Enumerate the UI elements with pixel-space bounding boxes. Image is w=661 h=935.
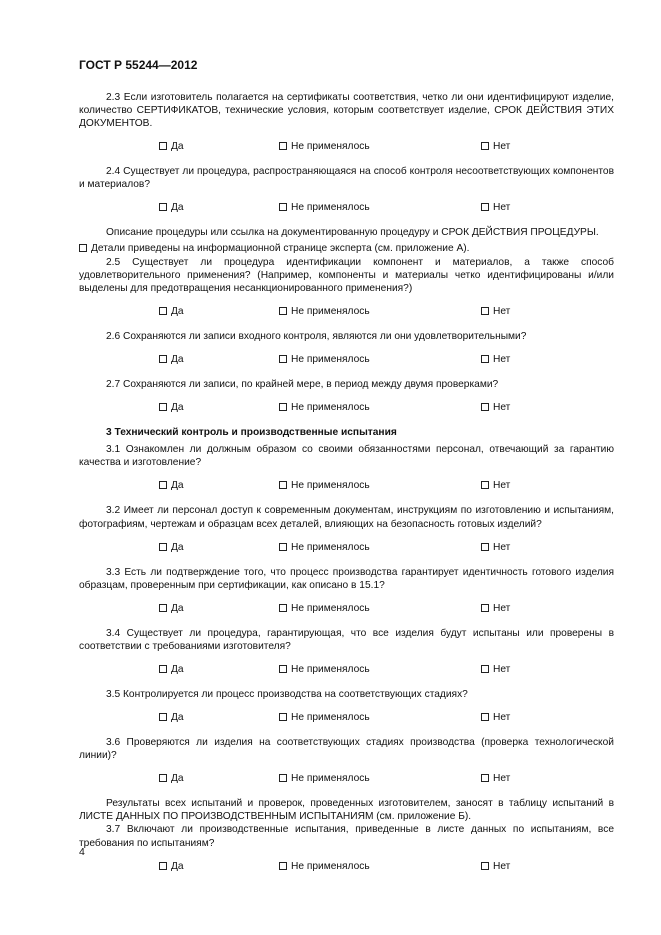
checkbox-icon[interactable] <box>481 307 489 315</box>
question-2-4: 2.4 Существует ли процедура, распространяющаяся на способ контроля несоответствующих компонентов и материалов? <box>79 166 614 191</box>
option-yes[interactable]: Да <box>159 860 184 873</box>
answer-row <box>79 401 614 414</box>
option-yes[interactable]: Да <box>159 772 184 785</box>
answer-row <box>79 201 614 214</box>
option-yes[interactable]: Да <box>159 401 184 414</box>
answer-row <box>79 541 614 554</box>
option-no[interactable]: Нет <box>481 401 510 414</box>
checkbox-icon[interactable] <box>159 355 167 363</box>
checkbox-icon[interactable] <box>481 543 489 551</box>
option-no[interactable]: Нет <box>481 663 510 676</box>
option-not-applicable[interactable]: Не применялось <box>279 479 370 492</box>
checkbox-icon[interactable] <box>159 604 167 612</box>
option-not-applicable[interactable]: Не применялось <box>279 541 370 554</box>
checkbox-icon[interactable] <box>79 244 87 252</box>
checkbox-icon[interactable] <box>481 604 489 612</box>
checkbox-icon[interactable] <box>481 774 489 782</box>
answer-row <box>79 602 614 615</box>
checkbox-icon[interactable] <box>159 774 167 782</box>
option-yes[interactable]: Да <box>159 140 184 153</box>
checkbox-icon[interactable] <box>159 142 167 150</box>
checkbox-icon[interactable] <box>159 665 167 673</box>
answer-row <box>79 353 614 366</box>
page-number: 4 <box>79 846 85 858</box>
checkbox-icon[interactable] <box>279 142 287 150</box>
checkbox-icon[interactable] <box>279 203 287 211</box>
option-no[interactable]: Нет <box>481 541 510 554</box>
option-yes[interactable]: Да <box>159 305 184 318</box>
checkbox-icon[interactable] <box>481 862 489 870</box>
option-yes[interactable]: Да <box>159 663 184 676</box>
checkbox-icon[interactable] <box>279 403 287 411</box>
option-no[interactable]: Нет <box>481 353 510 366</box>
option-no[interactable]: Нет <box>481 772 510 785</box>
checkbox-icon[interactable] <box>159 713 167 721</box>
checkbox-icon[interactable] <box>279 543 287 551</box>
document-content <box>79 91 614 885</box>
question-3-7: 3.7 Включают ли производственные испытания, приведенные в листе данных по испытаниям, все требования по испытаниям? <box>79 824 614 849</box>
option-no[interactable]: Нет <box>481 305 510 318</box>
option-yes[interactable]: Да <box>159 353 184 366</box>
answer-row <box>79 305 614 318</box>
answer-row <box>79 663 614 676</box>
procedure-description: Описание процедуры или ссылка на документированную процедуру и СРОК ДЕЙСТВИЯ ПРОЦЕДУРЫ. <box>106 227 599 239</box>
checkbox-icon[interactable] <box>279 774 287 782</box>
checkbox-icon[interactable] <box>159 203 167 211</box>
section-3-heading: 3 Технический контроль и производственные испытания <box>106 427 397 439</box>
checkbox-icon[interactable] <box>481 665 489 673</box>
option-no[interactable]: Нет <box>481 860 510 873</box>
checkbox-icon[interactable] <box>159 481 167 489</box>
option-no[interactable]: Нет <box>481 711 510 724</box>
details-note: Детали приведены на информационной странице эксперта (см. приложение А). <box>79 242 614 255</box>
option-not-applicable[interactable]: Не применялось <box>279 353 370 366</box>
checkbox-icon[interactable] <box>481 142 489 150</box>
answer-row <box>79 479 614 492</box>
question-2-6: 2.6 Сохраняются ли записи входного контроля, являются ли они удовлетворительными? <box>106 330 527 342</box>
checkbox-icon[interactable] <box>279 481 287 489</box>
option-no[interactable]: Нет <box>481 140 510 153</box>
answer-row <box>79 772 614 785</box>
option-not-applicable[interactable]: Не применялось <box>279 305 370 318</box>
answer-row <box>79 860 614 873</box>
question-3-5: 3.5 Контролируется ли процесс производства на соответствующих стадиях? <box>106 688 468 700</box>
option-yes[interactable]: Да <box>159 602 184 615</box>
checkbox-icon[interactable] <box>279 355 287 363</box>
checkbox-icon[interactable] <box>481 355 489 363</box>
question-3-4: 3.4 Существует ли процедура, гарантирующая, что все изделия будут испытаны или проверены в соответствии с требованиями изготовителя? <box>79 627 614 652</box>
checkbox-icon[interactable] <box>279 604 287 612</box>
checkbox-icon[interactable] <box>481 403 489 411</box>
checkbox-icon[interactable] <box>279 713 287 721</box>
checkbox-icon[interactable] <box>481 713 489 721</box>
checkbox-icon[interactable] <box>159 403 167 411</box>
option-not-applicable[interactable]: Не применялось <box>279 401 370 414</box>
option-not-applicable[interactable]: Не применялось <box>279 602 370 615</box>
results-note: Результаты всех испытаний и проверок, проведенных изготовителем, заносят в таблицу испытаний в ЛИСТЕ ДАННЫХ ПО ПРОИЗВОДСТВЕННЫМ ИСПЫТАНИЯМ (см. приложение Б). <box>79 798 614 823</box>
question-2-5: 2.5 Существует ли процедура идентификации компонент и материалов, а также способ удовлетворительного применения? (Например, компоненты и материалы четко идентифицированы и/или выделены для предотвращения несанкционированного применения?) <box>79 256 614 294</box>
option-no[interactable]: Нет <box>481 201 510 214</box>
option-not-applicable[interactable]: Не применялось <box>279 772 370 785</box>
option-no[interactable]: Нет <box>481 602 510 615</box>
option-not-applicable[interactable]: Не применялось <box>279 711 370 724</box>
checkbox-icon[interactable] <box>279 307 287 315</box>
checkbox-icon[interactable] <box>279 862 287 870</box>
document-header: ГОСТ Р 55244—2012 <box>79 58 198 72</box>
option-not-applicable[interactable]: Не применялось <box>279 860 370 873</box>
checkbox-icon[interactable] <box>481 203 489 211</box>
option-yes[interactable]: Да <box>159 711 184 724</box>
option-not-applicable[interactable]: Не применялось <box>279 201 370 214</box>
answer-row <box>79 711 614 724</box>
option-not-applicable[interactable]: Не применялось <box>279 663 370 676</box>
answer-row <box>79 140 614 153</box>
question-3-2: 3.2 Имеет ли персонал доступ к современным документам, инструкциям по изготовлению и испытаниям, фотографиям, чертежам и образцам всех деталей, влияющих на безопасность готовых изделий? <box>79 505 614 530</box>
question-3-6: 3.6 Проверяются ли изделия на соответствующих стадиях производства (проверка технологической линии)? <box>79 737 614 762</box>
checkbox-icon[interactable] <box>481 481 489 489</box>
option-yes[interactable]: Да <box>159 541 184 554</box>
question-3-1: 3.1 Ознакомлен ли должным образом со своими обязанностями персонал, отвечающий за гарантию качества и изготовление? <box>79 444 614 469</box>
checkbox-icon[interactable] <box>159 543 167 551</box>
checkbox-icon[interactable] <box>159 307 167 315</box>
question-2-3: 2.3 Если изготовитель полагается на сертификаты соответствия, четко ли они идентифицируют изделие, количество СЕРТИФИКАТОВ, технические условия, которым соответствует изделие, СРОК ДЕЙСТВИЯ ЭТИХ ДОКУМЕНТОВ. <box>79 92 614 130</box>
question-3-3: 3.3 Есть ли подтверждение того, что процесс производства гарантирует идентичность готового изделия образцам, проверенным при сертификации, как описано в 15.1? <box>79 566 614 591</box>
checkbox-icon[interactable] <box>159 862 167 870</box>
checkbox-icon[interactable] <box>279 665 287 673</box>
option-no[interactable]: Нет <box>481 479 510 492</box>
question-2-7: 2.7 Сохраняются ли записи, по крайней мере, в период между двумя проверками? <box>106 379 499 391</box>
option-yes[interactable]: Да <box>159 479 184 492</box>
option-yes[interactable]: Да <box>159 201 184 214</box>
option-not-applicable[interactable]: Не применялось <box>279 140 370 153</box>
